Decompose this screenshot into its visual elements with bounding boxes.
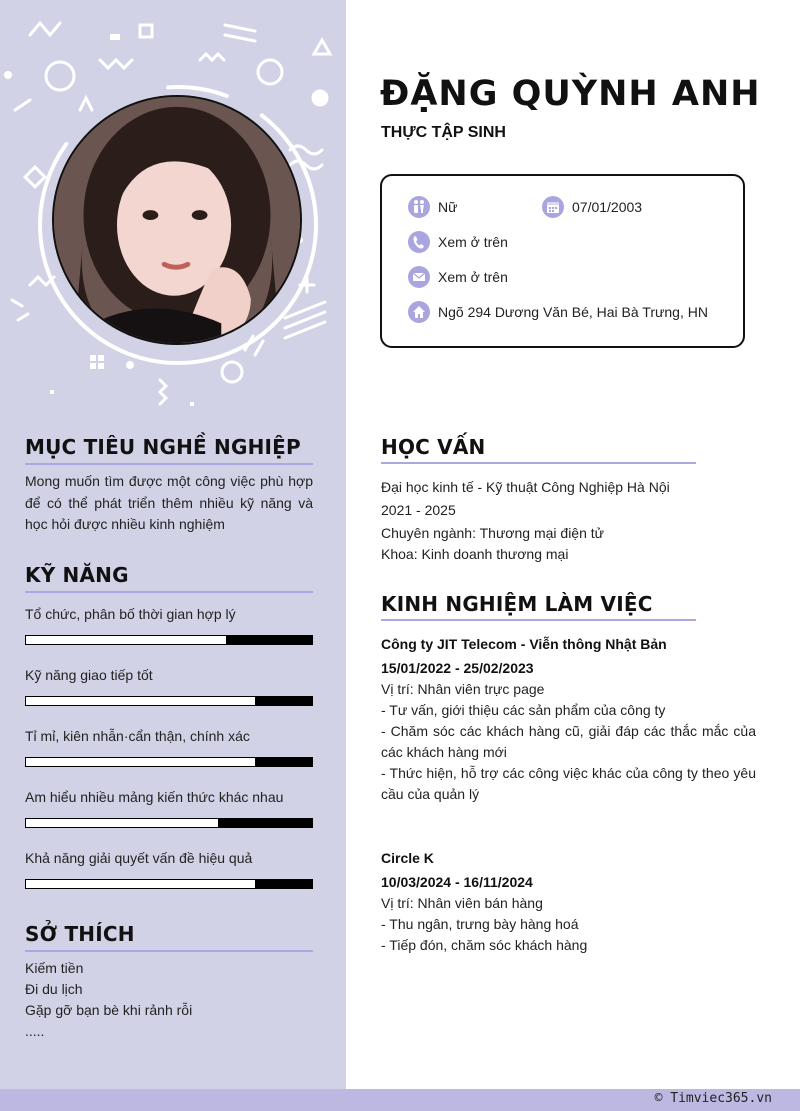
contact-email	[408, 266, 508, 288]
objective-divider	[25, 463, 313, 465]
experience-divider	[381, 619, 696, 621]
skill-label: Am hiểu nhiều mảng kiến thức khác nhau	[25, 789, 284, 805]
hobbies-divider	[25, 950, 313, 952]
objective-title: MỤC TIÊU NGHỀ NGHIỆP	[25, 435, 301, 459]
skill-bar-fill	[26, 758, 255, 766]
hobby-item: .....	[25, 1023, 45, 1039]
contact-card	[380, 174, 745, 348]
job-details	[381, 893, 756, 956]
candidate-name: ĐẶNG QUỲNH ANH	[380, 74, 761, 114]
skill-label: Tỉ mỉ, kiên nhẫn·cẩn thận, chính xác	[25, 728, 250, 744]
skill-bar	[25, 879, 313, 889]
job-company: Công ty JIT Telecom - Viễn thông Nhật Bản	[381, 636, 667, 652]
skill-bar-fill	[26, 636, 226, 644]
education-divider	[381, 462, 696, 464]
skill-bar-fill	[26, 697, 255, 705]
job-period: 10/03/2024 - 16/11/2024	[381, 874, 533, 890]
skill-bar	[25, 757, 313, 767]
skills-divider	[25, 591, 313, 593]
experience-title: KINH NGHIỆM LÀM VIỆC	[381, 592, 653, 616]
footer-bar	[0, 1089, 800, 1111]
job-detail-line: Vị trí: Nhân viên bán hàng	[381, 895, 543, 911]
education-title: HỌC VẤN	[381, 435, 486, 459]
job-detail-line: - Chăm sóc các khách hàng cũ, giải đáp các thắc mắc của các khách hàng mới	[381, 723, 756, 760]
profile-photo	[52, 95, 302, 345]
job-company: Circle K	[381, 850, 434, 866]
mail-icon	[408, 266, 430, 288]
job-detail-line: - Thu ngân, trưng bày hàng hoá	[381, 916, 579, 932]
skill-bar	[25, 818, 313, 828]
home-icon	[408, 301, 430, 323]
hobby-item: Đi du lịch	[25, 981, 83, 997]
job-period: 15/01/2022 - 25/02/2023	[381, 660, 534, 676]
footer-credit[interactable]: © Timviec365.vn	[654, 1091, 772, 1106]
education-years: 2021 - 2025	[381, 502, 456, 518]
job-detail-line: Vị trí: Nhân viên trực page	[381, 681, 545, 697]
skills-title: KỸ NĂNG	[25, 563, 129, 587]
skill-bar-fill	[26, 819, 218, 827]
job-detail-line: - Thức hiện, hỗ trợ các công việc khác của công ty theo yêu cầu của quản lý	[381, 765, 756, 802]
candidate-position: THỰC TẬP SINH	[381, 124, 506, 141]
skill-label: Khả năng giải quyết vấn đề hiệu quả	[25, 850, 253, 866]
birthday-text: 07/01/2003	[572, 199, 643, 215]
skill-item	[25, 849, 313, 889]
contact-address	[408, 301, 708, 323]
sidebar	[0, 0, 346, 1092]
hobby-item: Kiếm tiền	[25, 960, 84, 976]
job-details	[381, 679, 756, 805]
job-detail-line: - Tiếp đón, chăm sóc khách hàng	[381, 937, 588, 953]
skill-label: Kỹ năng giao tiếp tốt	[25, 667, 153, 683]
email-text: Xem ở trên	[438, 269, 508, 285]
skill-item	[25, 727, 313, 767]
skill-item	[25, 605, 313, 645]
contact-birthday	[542, 196, 642, 218]
skill-label: Tổ chức, phân bố thời gian hợp lý	[25, 606, 236, 622]
gender-icon	[408, 196, 430, 218]
skill-item	[25, 666, 313, 706]
job-detail-line: - Tư vấn, giới thiệu các sản phẩm của công ty	[381, 702, 666, 718]
calendar-icon	[542, 196, 564, 218]
hobby-item: Gặp gỡ bạn bè khi rảnh rỗi	[25, 1002, 193, 1018]
skill-bar	[25, 635, 313, 645]
gender-text: Nữ	[438, 199, 458, 215]
skill-item	[25, 788, 313, 828]
skill-bar	[25, 696, 313, 706]
phone-text: Xem ở trên	[438, 234, 508, 250]
contact-gender	[408, 196, 457, 218]
hobby-list	[25, 958, 192, 1042]
education-major: Chuyên ngành: Thương mại điện tử	[381, 525, 605, 541]
portrait-illustration	[54, 97, 300, 343]
education-school: Đại học kinh tế - Kỹ thuật Công Nghiệp Hà Nội	[381, 479, 670, 495]
hobbies-title: SỞ THÍCH	[25, 922, 135, 946]
address-text: Ngõ 294 Dương Văn Bé, Hai Bà Trưng, HN	[438, 304, 708, 320]
skill-bar-fill	[26, 880, 255, 888]
phone-icon	[408, 231, 430, 253]
objective-text: Mong muốn tìm được một công việc phù hợp để có thể phát triển thêm nhiều kỹ năng và học hỏi được nhiều kinh nghiệm	[25, 473, 313, 532]
contact-phone	[408, 231, 508, 253]
education-faculty: Khoa: Kinh doanh thương mại	[381, 546, 569, 562]
